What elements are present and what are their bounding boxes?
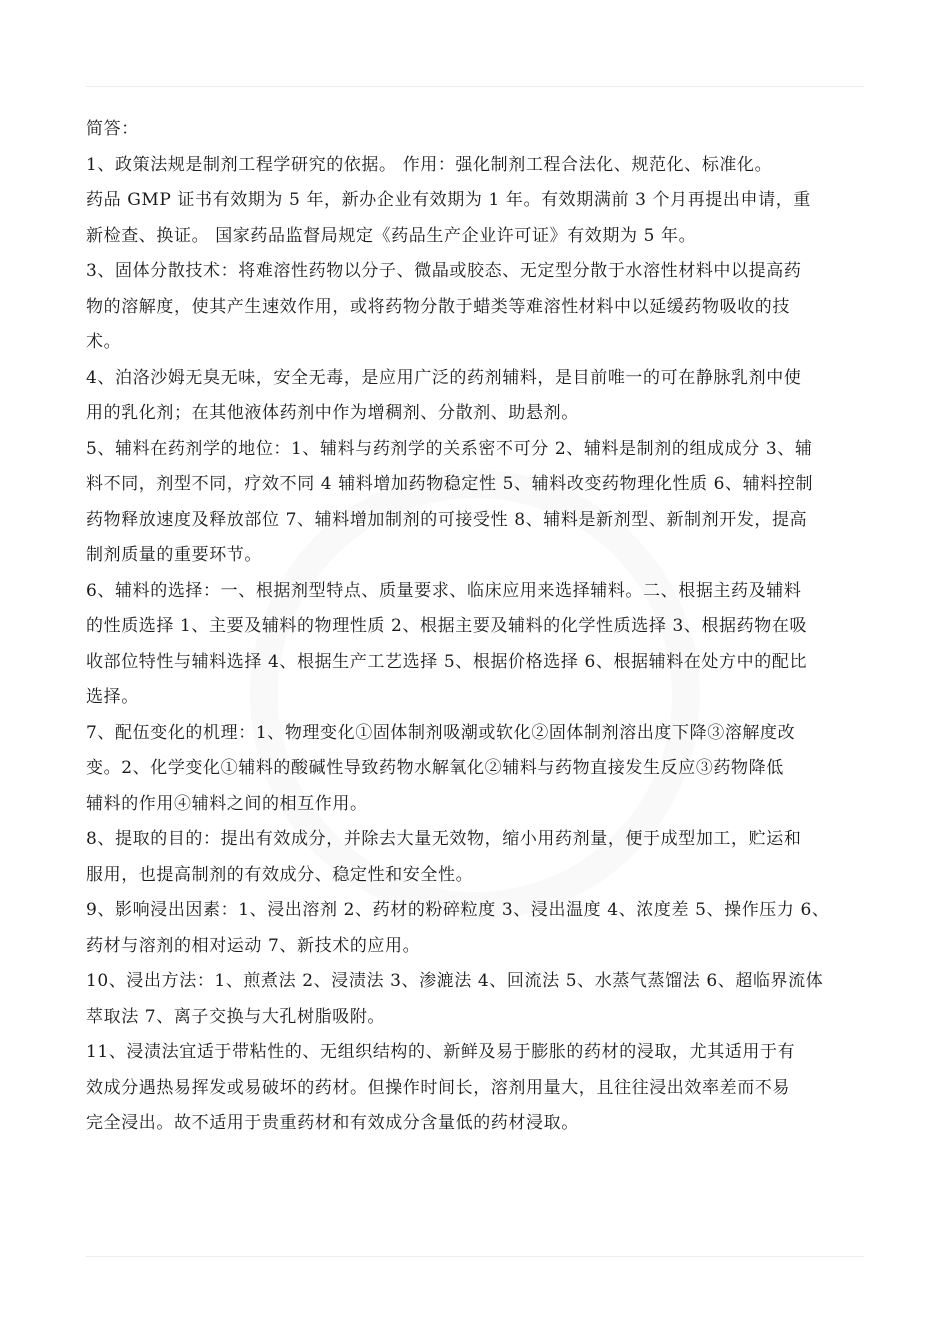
text-line: 变。2、化学变化①辅料的酸碱性导致药物水解氧化②辅料与药物直接发生反应③药物降低 xyxy=(86,758,784,778)
text-line: 6、辅料的选择：一、根据剂型特点、质量要求、临床应用来选择辅料。二、根据主药及辅料 xyxy=(86,580,802,601)
text-line: 物的溶解度，使其产生速效作用，或将药物分散于蜡类等难溶性材料中以延缓药物吸收的技 xyxy=(86,296,790,317)
text-line: 服用，也提高制剂的有效成分、稳定性和安全性。 xyxy=(86,864,474,885)
text-line: 制剂质量的重要环节。 xyxy=(86,545,262,565)
text-line: 辅料的作用④辅料之间的相互作用。 xyxy=(86,793,368,814)
text-line: 1、政策法规是制剂工程学研究的依据。 作用：强化制剂工程合法化、规范化、标准化。 xyxy=(86,154,773,175)
document-body xyxy=(86,112,876,1142)
text-line: 药品 GMP 证书有效期为 5 年，新办企业有效期为 1 年。有效期满前 3 个月再提出申请，重 xyxy=(86,190,811,210)
text-line: 11、浸渍法宜适于带粘性的、无组织结构的、新鲜及易于膨胀的药材的浸取，尤其适用于有 xyxy=(86,1042,796,1062)
text-line: 的性质选择 1、主要及辅料的物理性质 2、根据主要及辅料的化学性质选择 3、根据药物在吸 xyxy=(86,616,808,636)
text-line: 完全浸出。故不适用于贵重药材和有效成分含量低的药材浸取。 xyxy=(86,1113,579,1133)
text-line: 5、辅料在药剂学的地位：1、辅料与药剂学的关系密不可分 2、辅料是制剂的组成成分 3、辅 xyxy=(86,438,813,459)
text-line: 7、配伍变化的机理：1、物理变化①固体制剂吸潮或软化②固体制剂溶出度下降③溶解度改 xyxy=(86,722,796,743)
text-line: 用的乳化剂；在其他液体药剂中作为增稠剂、分散剂、助悬剂。 xyxy=(86,403,579,423)
text-line: 药物释放速度及释放部位 7、辅料增加制剂的可接受性 8、辅料是新剂型、新制剂开发，提高 xyxy=(86,509,808,530)
text-line: 料不同，剂型不同，疗效不同 4 辅料增加药物稳定性 5、辅料改变药物理化性质 6、辅料控制 xyxy=(86,474,814,494)
text-line: 新检查、换证。 国家药品监督局规定《药品生产企业许可证》有效期为 5 年。 xyxy=(86,225,697,246)
text-line: 收部位特性与辅料选择 4、根据生产工艺选择 5、根据价格选择 6、根据辅料在处方中的配比 xyxy=(86,651,808,672)
bottom-divider xyxy=(86,1256,864,1257)
text-line: 10、浸出方法：1、煎煮法 2、浸渍法 3、渗漉法 4、回流法 5、水蒸气蒸馏法 6、超临界流体 xyxy=(86,971,824,991)
text-line: 效成分遇热易挥发或易破坏的药材。但操作时间长，溶剂用量大，且往往浸出效率差而不易 xyxy=(86,1077,790,1098)
text-line: 药材与溶剂的相对运动 7、新技术的应用。 xyxy=(86,935,421,956)
top-divider xyxy=(86,86,864,87)
text-line: 4、泊洛沙姆无臭无味，安全无毒，是应用广泛的药剂辅料，是目前唯一的可在静脉乳剂中使 xyxy=(86,367,802,388)
text-line: 选择。 xyxy=(86,687,139,707)
text-line: 萃取法 7、离子交换与大孔树脂吸附。 xyxy=(86,1006,386,1027)
text-line: 3、固体分散技术：将难溶性药物以分子、微晶或胶态、无定型分散于水溶性材料中以提高药 xyxy=(86,261,802,281)
text-line: 9、影响浸出因素：1、浸出溶剂 2、药材的粉碎粒度 3、浸出温度 4、浓度差 5、操作压力 6、 xyxy=(86,900,830,920)
text-line: 8、提取的目的：提出有效成分，并除去大量无效物，缩小用药剂量，便于成型加工，贮运和 xyxy=(86,829,802,849)
section-heading: 简答： xyxy=(86,119,139,139)
text-line: 术。 xyxy=(86,332,122,352)
